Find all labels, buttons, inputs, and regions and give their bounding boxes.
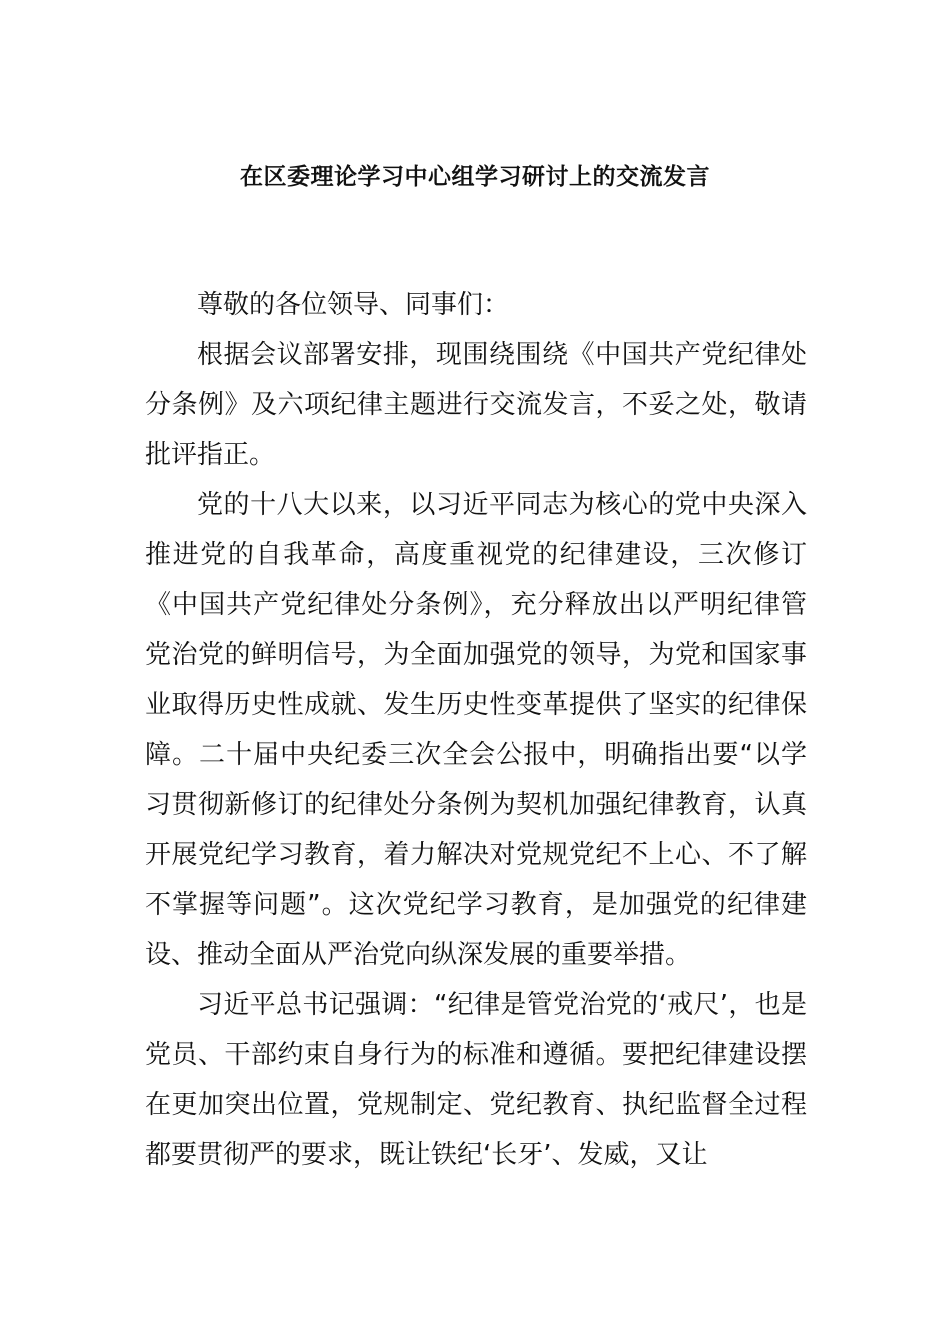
body-paragraph: 根据会议部署安排，现围绕围绕《中国共产党纪律处分条例》及六项纪律主题进行交流发言，不妥之处，敬请批评指正。	[145, 340, 807, 470]
document-body	[145, 280, 807, 1180]
salutation-paragraph: 尊敬的各位领导、同事们：	[197, 290, 510, 320]
body-paragraph: 习近平总书记强调：“纪律是管党治党的‘戒尺’，也是党员、干部约束自身行为的标准和遵循。要把纪律建设摆在更加突出位置，党规制定、党纪教育、执纪监督全过程都要贯彻严的要求，既让铁纪‘长牙’、发威，又让	[145, 990, 807, 1170]
body-paragraph: 党的十八大以来，以习近平同志为核心的党中央深入推进党的自我革命，高度重视党的纪律建设，三次修订《中国共产党纪律处分条例》，充分释放出以严明纪律管党治党的鲜明信号，为全面加强党的领导，为党和国家事业取得历史性成就、发生历史性变革提供了坚实的纪律保障。二十届中央纪委三次全会公报中，明确指出要“以学习贯彻新修订的纪律处分条例为契机加强纪律教育，认真开展党纪学习教育，着力解决对党规党纪不上心、不了解不掌握等问题”。这次党纪学习教育，是加强党的纪律建设、推动全面从严治党向纵深发展的重要举措。	[145, 490, 807, 970]
document-title: 在区委理论学习中心组学习研讨上的交流发言	[240, 164, 710, 190]
